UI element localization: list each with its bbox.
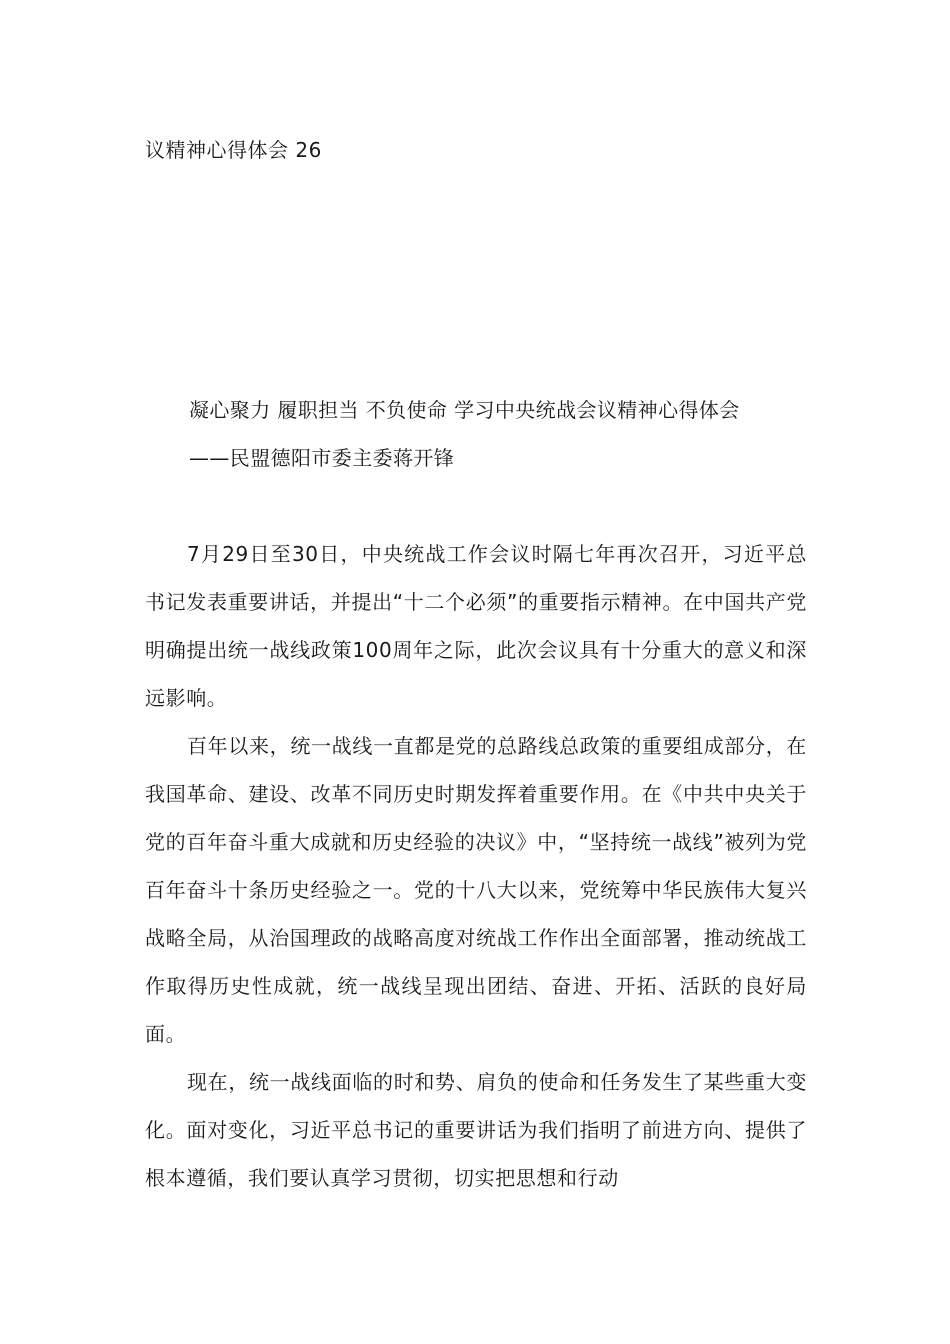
header-fragment: 议精神心得体会 26	[145, 138, 322, 162]
body-text	[145, 530, 807, 1202]
paragraph-3: 现在，统一战线面临的时和势、肩负的使命和任务发生了某些重大变化。面对变化，习近平总书记的重要讲话为我们指明了前进方向、提供了根本遵循，我们要认真学习贯彻，切实把思想和行动	[145, 1070, 807, 1190]
document-title: 凝心聚力 履职担当 不负使命 学习中央统战会议精神心得体会	[189, 398, 740, 422]
title-block	[189, 386, 829, 482]
document-author-line: ——民盟德阳市委主委蒋开锋	[189, 446, 455, 470]
paragraph-2: 百年以来，统一战线一直都是党的总路线总政策的重要组成部分，在我国革命、建设、改革不同历史时期发挥着重要作用。在《中共中央关于党的百年奋斗重大成就和历史经验的决议》中，“坚持统一战线”被列为党百年奋斗十条历史经验之一。党的十八大以来，党统筹中华民族伟大复兴战略全局，从治国理政的战略高度对统战工作作出全面部署，推动统战工作取得历史性成就，统一战线呈现出团结、奋进、开拓、活跃的良好局面。	[145, 734, 807, 1046]
paragraph-1: 7月29日至30日，中央统战工作会议时隔七年再次召开，习近平总书记发表重要讲话，并提出“十二个必须”的重要指示精神。在中国共产党明确提出统一战线政策100周年之际，此次会议具有十分重大的意义和深远影响。	[145, 542, 807, 710]
